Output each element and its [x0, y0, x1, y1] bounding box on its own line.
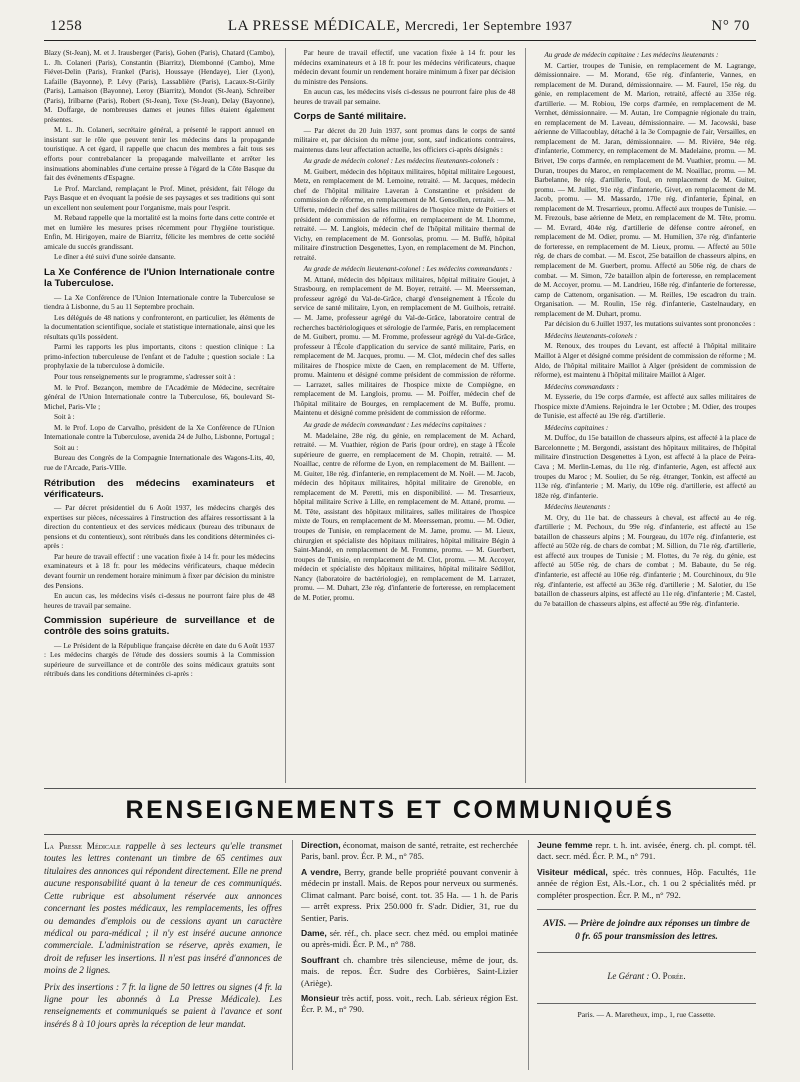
- news-column-1: [44, 48, 275, 783]
- section-divider-top: [44, 788, 756, 789]
- paragraph: — La Xe Conférence de l'Union Internationale contre la Tuberculose se tiendra à Lisbonne, du 5 au 11 Septembre prochain.: [44, 292, 275, 312]
- rank-subheading: Médecins lieutenants-colonels :: [544, 330, 638, 340]
- rank-subheading: Au grade de médecin capitaine : Les médecins lieutenants :: [544, 50, 719, 59]
- classifieds: [44, 840, 756, 1070]
- classifieds-column-3: [528, 840, 756, 1070]
- ad-keyword: Visiteur médical,: [537, 866, 608, 877]
- classifieds-column-1: [44, 840, 282, 1070]
- insertion-prices: Prix des insertions : 7 fr. la ligne de 50 lettres ou signes (4 fr. la ligne pour les abonnés à La Presse Médicale). Les renseignements et communiqués se paient à l'avance et sont insérés 8 à 10 jours après la réception de leur mandat.: [44, 981, 282, 1029]
- journal-name: LA PRESSE MÉDICALE,: [227, 18, 401, 34]
- paragraph: Le Prof. Marcland, remplaçant le Prof. Minet, président, fait l'éloge du Pays Basque et en évoquant la poésie de ses paysages et ses traditions qui sont un excellent non seulement pour l'organisme, mais pour l'esprit.: [44, 183, 275, 212]
- paragraph: Parmi les rapports les plus importants, citons : question clinique : La primo-infection tuberculeuse de l'enfant et de l'adulte ; question sociale : La prophylaxie de la tuberculose à domicile.: [44, 342, 275, 371]
- news-column-3: [525, 48, 756, 783]
- classified-ad: [301, 993, 518, 1016]
- article-heading-commission: Commission supérieure de surveillance et de contrôle des soins gratuits.: [44, 615, 275, 638]
- paragraph: M. Eysserie, du 19e corps d'armée, est affecté aux salles militaires de l'hospice mixte d'Amiens. Rejoindra le 1er Octobre ; M. Odier, des troupes de Tunisie, est affecté au 19e rég. d'artillerie.: [534, 392, 756, 421]
- paragraph: — Par décret du 20 Juin 1937, sont promus dans le corps de santé militaire et, par décision du même jour, sont, sauf indications contraires, maintenus dans leur affectation actuelle, les officiers ci-après désignés :: [293, 125, 516, 154]
- classified-ad: [537, 867, 756, 901]
- paragraph: Blazy (St-Jean), M. et J. Irausberger (Paris), Gohen (Paris), Chatard (Cambo), L. Jh. Colaneri (Paris), Constantin (Biarritz), Diembonné (Cambo), Mme Fiévet-Delin (Paris), Frankel (Paris), Houssaye (Hendaye), Lier (Lyon), Lafaille (Bayonne), P. Lévy (Paris), Lassablière (Paris), Lacaux-St-Girily (Paris), Lamaison (Bayonne), Leroy (Biarritz), Mondot (St-Jean), Schreiber (Paris), Irilbarne (Paris), Robert (St-Jean), Texe (St-Jean), Delay (Bayonne), M. Doffarge, de nombreuses dames et jeunes filles étaient également présentes.: [44, 48, 275, 124]
- paragraph: Bureau des Congrès de la Compagnie Internationale des Wagons-Lits, 40, rue de l'Arcade, Paris-VIIIe.: [44, 453, 275, 472]
- article-heading-military-health-corps: Corps de Santé militaire.: [293, 111, 407, 123]
- rank-subheading: Médecins commandants :: [544, 381, 619, 391]
- issue-date: Mercredi, 1er Septembre 1937: [404, 18, 573, 33]
- paragraph: M. Cartier, troupes de Tunisie, en remplacement de M. Lagrange, démissionnaire. — M. Morand, 65e rég. d'infanterie, Vannes, en remplacement de M. Durand, démissionnaire. — M. Faurel, 15e rég. du génie, en remplacement de M. Marion, retraité, affecté au 335e rég. d'artillerie. — M. Robiou, 19e corps d'armée, en remplacement de M. Vernhet, démissionnaire. — M. Autan, 1re Compagnie régionale du train, en remplacement de M. Laveau, démissionnaire. — M. Jacowski, base aérienne de Villacoublay, détaché à la 3e Compagnie de l'air, Versailles, en remplacement de M. Jaran, démissionnaire. — M. Rivière, 94e rég. d'infanterie, Commercy, en remplacement de M. Madelaine, promu. — M. Brivet, 19e corps d'armée, en remplacement de M. Vuathier, promu. — M. Duran, troupes du Maroc, en remplacement de M. Noaillac, promu. — M. Barbelanne, 8e rég. d'artillerie, Toul, en remplacement de M. Guiter, promu. — M. Juillet, 91e rég. d'infanterie, Givet, en remplacement de M. Jacob, promu. — M. Massardo, 170e rég. d'infanterie, Épinal, en remplacement de M. Tresarrieux, promu. Affecté aux troupes de Tunisie. — M. Frezouls, base aérienne de Metz, en remplacement de M. Tête, promu. — M. Evrard, 404e rég. d'artillerie de défense contre aéronef, en remplacement de M. Odier, promu. — M. Humilien, 37e rég. d'infanterie de forteresse, en remplacement de M. Lieux, promu. — Affecté au 501e rég. de chars de combat. — M. Escot, 25e bataillon de chasseurs alpins, en remplacement de M. Guerbert, promu. Affecté au 506e rég. de chars de combat. — M. Simon, 72e bataillon alpin de forteresse, en remplacement de M. Accoyer, promu. — M. Landrieu, 168e rég. d'infanterie de forteresse, camp de Cattenom, organisation. — M. Reilles, 19e escadron du train. Organisation. — M. Roulin, 15e rég. d'infanterie, Castelnaudary, en remplacement de M. Duhart, promu.: [534, 60, 756, 318]
- rank-subheading: Au grade de médecin colonel : Les médecins lieutenants-colonels :: [303, 156, 499, 166]
- paragraph: — Par décret présidentiel du 6 Août 1937, les médecins chargés des expertises sur pièces, nécessaires à l'instruction des affaires ressortissant à la direction du contentieux et des services médicaux (bureau des tribunaux de pensions et du contentieux), sont rétribués dans les conditions déterminées ci-après :: [44, 503, 275, 551]
- classified-ad: [301, 928, 518, 951]
- ad-keyword: A vendre,: [301, 866, 342, 877]
- paragraph: M. L. Jh. Colaneri, secrétaire général, a présenté le rapport annuel en insistant sur le rôle que peuvent tenir les médecins dans la propagande touristique. A cet égard, il rappelle que chacun des membres a fait tous ses efforts pour contrebalancer la propagande malveillante et arrêter les insinuations abominables d'une certaine presse à l'égard de la Côte Basque du fait des événements d'Espagne.: [44, 125, 275, 183]
- page-number: 1258: [50, 18, 83, 34]
- news-column-2: [285, 48, 516, 783]
- paragraph: M. le Prof. Bezançon, membre de l'Académie de Médecine, secrétaire général de l'Union Internationale contre la Tuberculose, 66, boulevard St-Michel, Paris-VIe ;: [44, 382, 275, 411]
- notice-body: rappelle à ses lecteurs qu'elle transmet toutes les lettres contenant un timbre de 65 centimes aux titulaires des annonces qui répondent directement. Elle ne prend aucune responsabilité quant à la teneur de ces communiqués. Cette rubrique est absolument réservée aux annonces concernant les postes médicaux, les remplacements, les offres ou demandes d'emplois ou de cessions ayant un caractère médical ou para-médical ; il n'y est inséré aucune annonce commerciale. L'administration se réserve, après examen, le droit de refuser les insertions. Il n'est pas inséré d'annonces de moins de 2 lignes.: [44, 841, 282, 976]
- paragraph: M. Duffoc, du 15e bataillon de chasseurs alpins, est affecté à la place de Barcelonnette ; M. Bergondi, assistant des hôpitaux militaires, de l'hôpital militaire d'instruction Desgenettes à Lyon, est affecté à la place de Peira-Cava ; M. Merlin-Lemas, du 11e rég. d'infanterie, Agen, est affecté aux troupes du Maroc ; M. Soulier, du 5e rég. étranger, Tonkin, est affecté au 113e rég. d'infanterie ; M. Mariy, du 109e rég. d'artillerie, est affecté au 182e rég. d'infanterie.: [534, 433, 756, 500]
- paragraph: Les délégués de 48 nations y confronteront, en particulier, les éléments de la documentation scientifique, sociale et statistique internationale, ainsi que les résultats qu'ils possèdent.: [44, 312, 275, 341]
- paragraph: M. Ory, du 11e bat. de chasseurs à cheval, est affecté au 4e rég. d'artillerie ; M. Pechoux, du 99e rég. d'infanterie, est affecté au 15e bataillon de chasseurs alpins ; M. Fourgeau, du 107e rég. d'infanterie, est affecté au 502e rég. de chars de combat ; M. Sillion, du 71e rég. d'artillerie, est affecté aux troupes de Tunisie ; M. Flottes, du 7e rég. du génie, est affecté au 505e rég. de chars de combat ; M. Babaute, du 5e rég. d'infanterie, est affecté au 106e rég. d'infanterie ; M. Courchinoux, du 91e rég. d'infanterie, est affecté au 363e rég. d'artillerie ; M. Salotier, du 15e bataillon de chasseurs alpins, est affecté au 11e rég. d'infanterie ; M. Castel, du 7e bataillon de chasseurs alpins, est affecté au 99e rég. d'infanterie.: [534, 512, 756, 608]
- section-divider-bottom: [44, 834, 756, 835]
- paragraph: Par heure de travail effectif, une vacation fixée à 14 fr. pour les médecins examinateurs et à 18 fr. pour les médecins vérificateurs, chaque médecin devant fournir un rendement horaire minimum à fixer par décision du ministre des Pensions.: [293, 48, 516, 86]
- printer-imprint: Paris. — A. Maretheux, imp., 1, rue Cassette.: [537, 1003, 756, 1020]
- paragraph: M. Madelaine, 28e rég. du génie, en remplacement de M. Achard, retraité. — M. Vuathier, région de Paris (pour ordre), en stage à l'École supérieure de guerre, en remplacement de M. Chopin, retraité. — M. Noaillac, centre de réforme de Lyon, en remplacement de M. Baillent. — M. Guiter, 18e rég. d'infanterie, en remplacement de M. Noël. — M. Jacob, médecin des hôpitaux militaires, hôpital militaire de Grenoble, en remplacement de M. Peretti, mis en disponibilité. — M. Tresarrieux, hôpital militaire Scrive à Lille, en remplacement de M. Attané, promu. — M. Tête, assistant des hôpitaux militaires, salles militaires de l'hospice mixte de Tours, en remplacement de M. Meersseman, promu. — M. Odier, troupes de Tunisie, en remplacement de M. Jame, promu. — M. Lieux, chirurgien et spécialiste des hôpitaux militaires, hôpital militaire Bégin à Saint-Mandé, en remplacement de M. Fromme, promu. — M. Guerbert, troupes de Tunisie, en remplacement de M. Clot, promu. — M. Accoyer, médecin et spécialiste des hôpitaux militaires, hôpital militaire Sédillot, Nancy (laboratoire de bactériologie), en remplacement de M. Larrazet, promu. — M. Duhart, 23e rég. d'infanterie de forteresse, en remplacement de M. Potier, promu.: [293, 430, 516, 602]
- gerant-label: Le Gérant :: [607, 971, 650, 982]
- rank-subheading: Au grade de médecin lieutenant-colonel : Les médecins commandants :: [303, 264, 513, 274]
- ad-text: sér. réf., ch. place secr. chez méd. ou emploi matinée ou après-midi. Écr. P. M., n° 788.: [301, 927, 518, 950]
- issue-number: N° 70: [711, 18, 750, 34]
- ad-keyword: Monsieur: [301, 993, 340, 1004]
- publisher-manager: [537, 971, 756, 983]
- paragraph: Soit au :: [54, 442, 79, 452]
- paragraph: M. le Prof. Lopo de Carvalho, président de la Xe Conférence de l'Union Internationale contre la Tuberculose, avenida 24 de Julho, Lisbonne, Portugal ;: [44, 422, 275, 442]
- rank-subheading: Au grade de médecin commandant : Les médecins capitaines :: [303, 420, 487, 429]
- paragraph: En aucun cas, les médecins visés ci-dessus ne pourront faire plus de 48 heures de travail par semaine.: [44, 591, 275, 610]
- rank-subheading: Médecins capitaines :: [544, 422, 609, 432]
- ad-keyword: Jeune femme: [537, 840, 593, 850]
- news-columns: [44, 48, 756, 783]
- article-heading-retribution: Rétribution des médecins examinateurs et vérificateurs.: [44, 477, 275, 500]
- rank-subheading: Médecins lieutenants :: [544, 502, 611, 512]
- avis-notice: AVIS. — Prière de joindre aux réponses un timbre de 0 fr. 65 pour transmission des lettres.: [537, 909, 756, 953]
- paragraph: En aucun cas, les médecins visés ci-dessus ne pourront faire plus de 48 heures de travail par semaine.: [293, 87, 516, 106]
- paragraph: Soit à :: [54, 412, 75, 422]
- notice-lead: La Presse Médicale: [44, 841, 121, 851]
- paragraph: M. Renoux, des troupes du Levant, est affecté à l'hôpital militaire Maillot à Alger et désigné comme président de commission de réforme ; M. Aldo, de l'hôpital militaire Maillot à Alger (président de commission de réforme), est maintenu à l'hôpital militaire Maillot à Alger.: [534, 341, 756, 380]
- paragraph: M. Attané, médecin des hôpitaux militaires, hôpital militaire Goujet, à Strasbourg, en remplacement de M. Boyer, retraité. — M. Meersseman, professeur agrégé du Val-de-Grâce, chargé d'enseignement à l'École du service de santé militaire, Lyon, en remplacement de M. Guilhois, retraité. — M. Jame, professeur agrégé du Val-de-Grâce, laboratoire central de recherches bactériologiques et sérologie de l'armée, Paris, en remplacement de M. Guibert, promu. — M. Fromme, professeur agrégé du Val-de-Grâce, professeur à l'École d'application du service de santé militaire, Paris, en remplacement de M. Jacques, promu. — M. Clot, médecin chef des salles militaires de l'hospice mixte de Caen, en remplacement de M. Ufferte, promu. Maintenu et désigné comme président de commission de réforme. — Larrazet, salles militaires de l'hospice mixte de Compiègne, en remplacement de M. Langlois, promu. — M. Poiffer, médecin chef de l'hôpital militaire de Bourges, en remplacement de M. Buffe, promu. Maintenu et désigné comme président de commission de réforme.: [293, 274, 516, 418]
- ad-text: économat, maison de santé, retraite, est recherchée Paris, banl. prov. Écr. P. M., n° 785.: [301, 840, 518, 862]
- ad-text: ch. chambre très silencieuse, même de jour, ds. mais. de repos. Écr. Sudre des Corbières, Saint-Lizier (Ariège).: [301, 954, 518, 988]
- ad-text: repr. t. h. int. avisée, énerg. ch. pl. compt. tél. dact. secr. méd. Écr. P. M., n° 791.: [537, 840, 756, 862]
- classifieds-column-2: [292, 840, 518, 1070]
- paragraph: Le dîner a été suivi d'une soirée dansante.: [54, 252, 176, 262]
- paragraph: M. Guibert, médecin des hôpitaux militaires, hôpital militaire Legouest, Metz, en remplacement de M. Lemoine, retraité. — M. Jacques, médecin chef de l'hôpital militaire Laveran à Constantine et président de commission de réforme, en remplacement de M. Gensollen, retraité. — M. Ufferte, médecin chef des salles militaires de l'hospice mixte de Poitiers et président de commission de réforme, en remplacement de M. Lhomme, retraité. — M. Langlois, médecin chef de l'hôpital militaire thermal de Vichy, en remplacement de M. Gonrsolas, promu. — M. Buffé, hôpital militaire d'instruction Desgenettes, Lyon, en remplacement de M. Pinchon, retraité.: [293, 166, 516, 262]
- classified-ad: [301, 867, 518, 924]
- classified-ad: [537, 840, 756, 863]
- paragraph: M. Rebaud rappelle que la mortalité est la moins forte dans cette contrée et met en lumière les mesures prises récemment pour l'hygiène touristique. Enfin, M. Hirigoyen, maire de Biarritz, félicite les membres de cette société amicale du succès grandissant.: [44, 213, 275, 251]
- classified-ad: [301, 840, 518, 863]
- section-title: RENSEIGNEMENTS ET COMMUNIQUÉS: [125, 796, 675, 824]
- ad-keyword: Souffrant: [301, 954, 340, 965]
- paragraph: Pour tous renseignements sur le programme, s'adresser soit à :: [54, 372, 236, 382]
- gerant-name: O. Porée.: [651, 971, 686, 982]
- ad-text: très actif, poss. voit., rech. Lab. sérieux région Est. Écr. P. M., n° 790.: [301, 993, 518, 1015]
- paragraph: Par décision du 6 Juillet 1937, les mutations suivantes sont prononcées :: [544, 319, 756, 329]
- running-header: [44, 14, 756, 41]
- ad-text: spéc. très connues, Hôp. Facultés, 11e année de région Est, Als.-Lor., ch. 1 ou 2 spécialités méd. pr compléter prospection. Écr. P. M., n° 792.: [537, 866, 756, 900]
- ad-text: Berry, grande belle propriété pouvant convenir à médecin pr install. Mais. de Repos pour nerveux ou surmenés. Climat calmant. Parc boisé, cont. tot. 35 Ha. — 1 h. de Paris — arrêt express. Prix 250.000 fr. S'adr. Didier, 31, rue du Sentier, Paris.: [301, 866, 518, 923]
- paragraph: Par heure de travail effectif : une vacation fixée à 14 fr. pour les médecins examinateurs et à 18 fr. pour les médecins vérificateurs, chaque médecin devant fournir un rendement horaire minimum à fixer par décision du ministre des Pensions.: [44, 551, 275, 590]
- classified-ad: [301, 955, 518, 989]
- paragraph: — Le Président de la République française décrète en date du 6 Août 1937 : Les médecins chargés de l'étude des dossiers soumis à la Commission supérieure de surveillance et de contrôle des soins médicaux gratuits sont rétribués dans les conditions déterminées ci-après :: [44, 640, 275, 679]
- journal-title-line: [44, 18, 756, 35]
- article-heading-tuberculosis-conference: La Xe Conférence de l'Union Internationale contre la Tuberculose.: [44, 267, 275, 290]
- ad-keyword: Direction,: [301, 840, 341, 850]
- ad-keyword: Dame,: [301, 927, 327, 938]
- editorial-notice: [44, 840, 282, 977]
